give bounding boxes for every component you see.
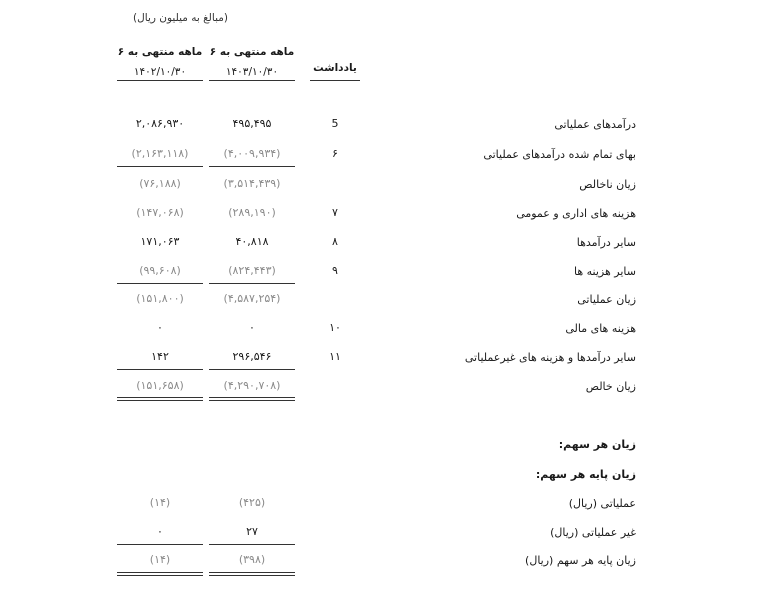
row-label: بهای تمام شده درآمدهای عملیاتی (483, 148, 636, 161)
row-label: زیان ناخالص (579, 178, 636, 191)
row-label: سایر درآمدها (576, 236, 636, 249)
row-value-prior: (۲,۱۶۳,۱۱۸) (131, 147, 189, 160)
row-label: درآمدهای عملیاتی (554, 118, 636, 131)
row-note: ۶ (332, 147, 338, 160)
subtotal-line (209, 369, 295, 370)
total-double-line (117, 397, 203, 401)
column-header-current-date: ۱۴۰۳/۱۰/۳۰ (225, 66, 279, 78)
row-note: 5 (331, 117, 339, 130)
column-header-prior-title: ۶ ماهه منتهی به (117, 46, 203, 58)
column-header-prior (117, 42, 203, 82)
row-value-prior: (۷۶,۱۸۸) (139, 177, 181, 190)
subtotal-line (117, 369, 203, 370)
row-note: ۱۱ (329, 350, 341, 363)
total-double-line (209, 397, 295, 401)
column-header-current (209, 42, 295, 82)
row-value-prior: (۹۹,۶۰۸) (139, 264, 181, 277)
header-underline-current (209, 80, 295, 81)
row-label: سایر هزینه ها (574, 265, 636, 278)
eps-row-label: زیان پایه هر سهم (ریال) (525, 554, 636, 567)
row-value-current: (۸۲۴,۴۴۳) (228, 264, 276, 277)
row-label: هزینه های مالی (565, 322, 636, 335)
eps-row-label: عملیاتی (ریال) (568, 497, 636, 510)
column-header-prior-date: ۱۴۰۲/۱۰/۳۰ (133, 66, 187, 78)
eps-value-current: (۳۹۸) (238, 553, 266, 566)
subtotal-line (209, 166, 295, 167)
total-double-line (117, 572, 203, 576)
subtotal-line (209, 544, 295, 545)
row-label: هزینه های اداری و عمومی (516, 207, 636, 220)
row-value-prior: (۱۵۱,۶۵۸) (136, 379, 184, 392)
row-value-current: ۰ (249, 321, 255, 334)
subtotal-line (209, 283, 295, 284)
eps-heading: زیان هر سهم: (558, 438, 636, 451)
subtotal-line (117, 166, 203, 167)
row-note: ۹ (332, 264, 338, 277)
header-underline-note (310, 80, 360, 81)
row-value-prior: ۱۷۱,۰۶۳ (140, 235, 180, 248)
note-column-header: یادداشت (313, 62, 357, 74)
subtotal-line (117, 283, 203, 284)
row-value-current: (۲۸۹,۱۹۰) (228, 206, 276, 219)
unit-note: (مبالغ به میلیون ریال) (133, 12, 228, 24)
row-value-prior: (۱۴۷,۰۶۸) (136, 206, 184, 219)
row-value-prior: (۱۵۱,۸۰۰) (136, 292, 184, 305)
eps-value-prior: (۱۴) (149, 553, 171, 566)
row-value-prior: ۲,۰۸۶,۹۳۰ (135, 117, 185, 130)
header-underline-prior (117, 80, 203, 81)
row-label: زیان عملیاتی (577, 293, 636, 306)
row-value-current: ۴۹۵,۴۹۵ (232, 117, 272, 130)
row-value-current: ۴۰,۸۱۸ (235, 235, 269, 248)
eps-row-label: غیر عملیاتی (ریال) (550, 526, 636, 539)
row-value-prior: ۱۴۲ (151, 350, 169, 363)
row-note: ۸ (332, 235, 338, 248)
row-value-prior: ۰ (157, 321, 163, 334)
eps-subheading: زیان پایه هر سهم: (535, 468, 636, 481)
eps-value-prior: ۰ (157, 525, 163, 538)
row-note: ۷ (332, 206, 338, 219)
row-value-current: (۴,۰۰۹,۹۳۴) (223, 147, 281, 160)
eps-value-prior: (۱۴) (149, 496, 171, 509)
row-value-current: ۲۹۶,۵۴۶ (232, 350, 272, 363)
total-double-line (209, 572, 295, 576)
column-header-current-title: ۶ ماهه منتهی به (209, 46, 295, 58)
row-value-current: (۳,۵۱۴,۴۳۹) (223, 177, 281, 190)
subtotal-line (117, 544, 203, 545)
row-note: ۱۰ (329, 321, 341, 334)
row-label: سایر درآمدها و هزینه های غیرعملیاتی (464, 351, 636, 364)
eps-value-current: (۴۲۵) (238, 496, 266, 509)
row-value-current: (۴,۵۸۷,۲۵۴) (223, 292, 281, 305)
row-value-current: (۴,۲۹۰,۷۰۸) (223, 379, 281, 392)
eps-value-current: ۲۷ (246, 525, 258, 538)
row-label: زیان خالص (585, 380, 636, 393)
